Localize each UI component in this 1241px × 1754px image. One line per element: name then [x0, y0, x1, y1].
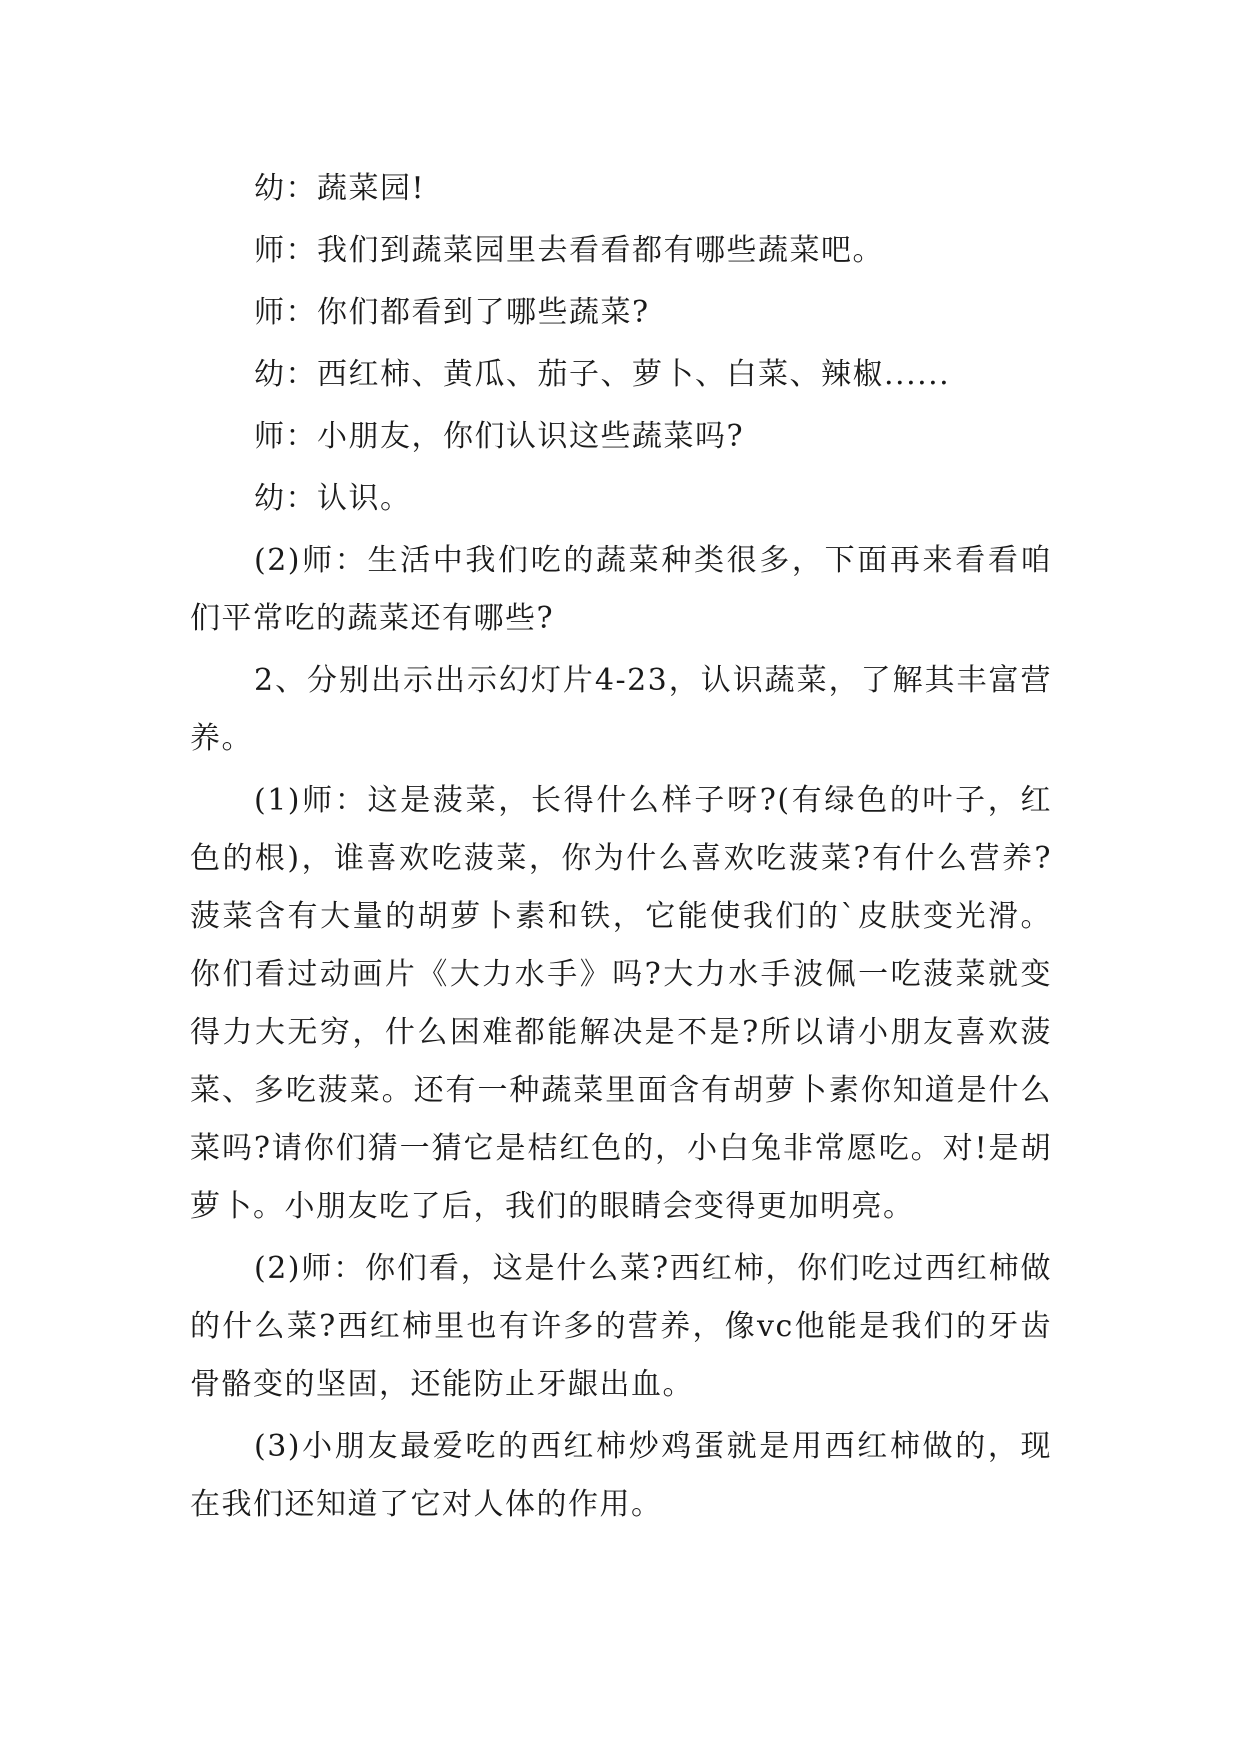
dialogue-line-1: 幼：蔬菜园! [254, 171, 426, 206]
paragraph-spinach: (1)师：这是菠菜，长得什么样子呀?(有绿色的叶子，红色的根)，谁喜欢吃菠菜，你为什么喜欢吃菠菜?有什么营养?菠菜含有大量的胡萝卜素和铁，它能使我们的`皮肤变光滑。你们看过动画片《大力水手》吗?大力水手波佩一吃菠菜就变得力大无穷，什么困难都能解决是不是?所以请小朋友喜欢菠菜、多吃菠菜。还有一种蔬菜里面含有胡萝卜素你知道是什么菜吗?请你们猜一猜它是桔红色的，小白兔非常愿吃。对!是胡萝卜。小朋友吃了后，我们的眼睛会变得更加明亮。 [190, 783, 1052, 1224]
paragraph-tomato-egg: (3)小朋友最爱吃的西红柿炒鸡蛋就是用西红柿做的，现在我们还知道了它对人体的作用。 [190, 1429, 1052, 1522]
dialogue-line-4: 幼：西红柿、黄瓜、茄子、萝卜、白菜、辣椒...... [254, 357, 951, 392]
paragraph-vegetable-types: (2)师：生活中我们吃的蔬菜种类很多，下面再来看看咱们平常吃的蔬菜还有哪些? [190, 543, 1052, 636]
dialogue-line-6: 幼：认识。 [254, 481, 412, 516]
dialogue-line-2: 师：我们到蔬菜园里去看看都有哪些蔬菜吧。 [254, 233, 884, 268]
paragraph-slides: 2、分别出示出示幻灯片4-23，认识蔬菜，了解其丰富营养。 [190, 663, 1052, 756]
dialogue-line-3: 师：你们都看到了哪些蔬菜? [254, 295, 650, 330]
dialogue-line-5: 师：小朋友，你们认识这些蔬菜吗? [254, 419, 745, 454]
document-page [190, 160, 1052, 1538]
paragraph-tomato: (2)师：你们看，这是什么菜?西红柿，你们吃过西红柿做的什么菜?西红柿里也有许多的营养，像vc他能是我们的牙齿骨骼变的坚固，还能防止牙龈出血。 [190, 1251, 1052, 1402]
